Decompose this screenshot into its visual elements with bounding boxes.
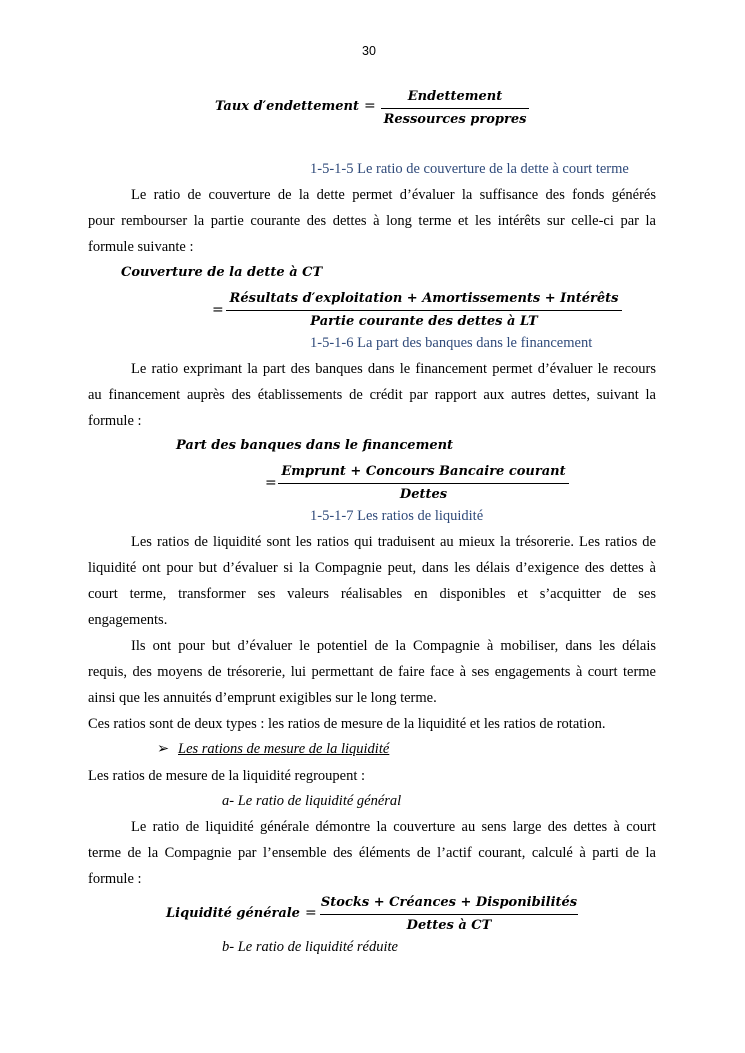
paragraph-couverture (88, 182, 656, 260)
formula-liquidite-equals: = (305, 905, 317, 921)
paragraph-line: requis, des moyens de trésorerie, lui permettant de faire face à ses engagements à court terme (88, 664, 656, 680)
paragraph-line: liquidité ont pour but d’évaluer si la Compagnie peut, dans les délais d’exigence des dettes à (88, 560, 656, 576)
paragraph-line: Ils ont pour but d’évaluer le potentiel de la Compagnie à mobiliser, dans les délais (131, 638, 656, 654)
bullet-heading: Les rations de mesure de la liquidité (178, 741, 390, 757)
paragraph-line: court terme, transformer ses valeurs réalisables en disponibles et s’acquitter de ses (88, 586, 656, 602)
formula-banques-equals: = (265, 475, 277, 491)
heading-1-5-1-6: 1-5-1-6 La part des banques dans le financement (310, 335, 593, 351)
paragraph-liquidite-3 (88, 814, 656, 892)
subheading-b: b- Le ratio de liquidité réduite (222, 939, 398, 955)
formula-couverture-label: Couverture de la dette à CT (121, 265, 323, 280)
formula-endettement-label: Taux d′endettement (215, 99, 359, 114)
paragraph-line: Le ratio de couverture de la dette permet d’évaluer la suffisance des fonds générés (131, 187, 656, 203)
paragraph-line: formule suivante : (88, 239, 194, 255)
paragraph-liquidite-2 (88, 633, 656, 711)
paragraph-liquidite-1 (88, 529, 656, 633)
formula-banques-fraction (278, 463, 569, 504)
fraction-bar (278, 483, 569, 484)
formula-endettement-denominator: Ressources propres (383, 112, 527, 127)
formula-endettement-fraction (381, 88, 529, 129)
formula-couverture-numerator: Résultats d′exploitation + Amortissements + Intérêts (229, 291, 619, 306)
paragraph-line: ainsi que les annuités d’emprunt exigibles sur le long terme. (88, 690, 437, 706)
formula-endettement-numerator: Endettement (407, 89, 503, 104)
bullet-arrow-icon: ➢ (157, 741, 170, 757)
types-line: Ces ratios sont de deux types : les ratios de mesure de la liquidité et les ratios de rotation. (88, 716, 606, 732)
regroupent-line: Les ratios de mesure de la liquidité regroupent : (88, 768, 366, 784)
formula-liquidite-numerator: Stocks + Créances + Disponibilités (320, 895, 578, 910)
page-number: 30 (362, 44, 376, 58)
paragraph-line: Le ratio de liquidité générale démontre la couverture au sens large des dettes à court (131, 819, 656, 835)
fraction-bar (320, 914, 578, 915)
subheading-a: a- Le ratio de liquidité général (222, 793, 402, 809)
paragraph-line: au financement auprès des établissements de crédit par rapport aux autres dettes, suivant la (88, 387, 656, 403)
formula-banques-label: Part des banques dans le financement (176, 438, 454, 453)
paragraph-line: formule : (88, 871, 142, 887)
formula-couverture-equals: = (212, 302, 224, 318)
formula-liquidite-label: Liquidité générale (166, 906, 300, 921)
paragraph-banques (88, 356, 656, 434)
paragraph-line: pour rembourser la partie courante des dettes à long terme et les intérêts sur celle-ci par la (88, 213, 656, 229)
paragraph-line: terme de la Compagnie par l’ensemble des éléments de l’actif courant, calculé à parti de la (88, 845, 656, 861)
formula-couverture-denominator: Partie courante des dettes à LT (310, 314, 538, 329)
formula-liquidite-denominator: Dettes à CT (406, 918, 492, 933)
paragraph-line: engagements. (88, 612, 168, 628)
fraction-bar (381, 108, 529, 109)
formula-banques-numerator: Emprunt + Concours Bancaire courant (281, 464, 566, 479)
formula-endettement-equals: = (364, 98, 376, 114)
formula-couverture-fraction (226, 290, 622, 331)
paragraph-line: formule : (88, 413, 142, 429)
paragraph-line: Les ratios de liquidité sont les ratios qui traduisent au mieux la trésorerie. Les ratios de (131, 534, 656, 550)
heading-1-5-1-7: 1-5-1-7 Les ratios de liquidité (310, 508, 484, 524)
formula-liquidite-fraction (320, 894, 578, 935)
heading-1-5-1-5: 1-5-1-5 Le ratio de couverture de la dette à court terme (310, 161, 629, 177)
formula-banques-denominator: Dettes (399, 487, 448, 502)
fraction-bar (226, 310, 622, 311)
paragraph-line: Le ratio exprimant la part des banques dans le financement permet d’évaluer le recours (131, 361, 656, 377)
